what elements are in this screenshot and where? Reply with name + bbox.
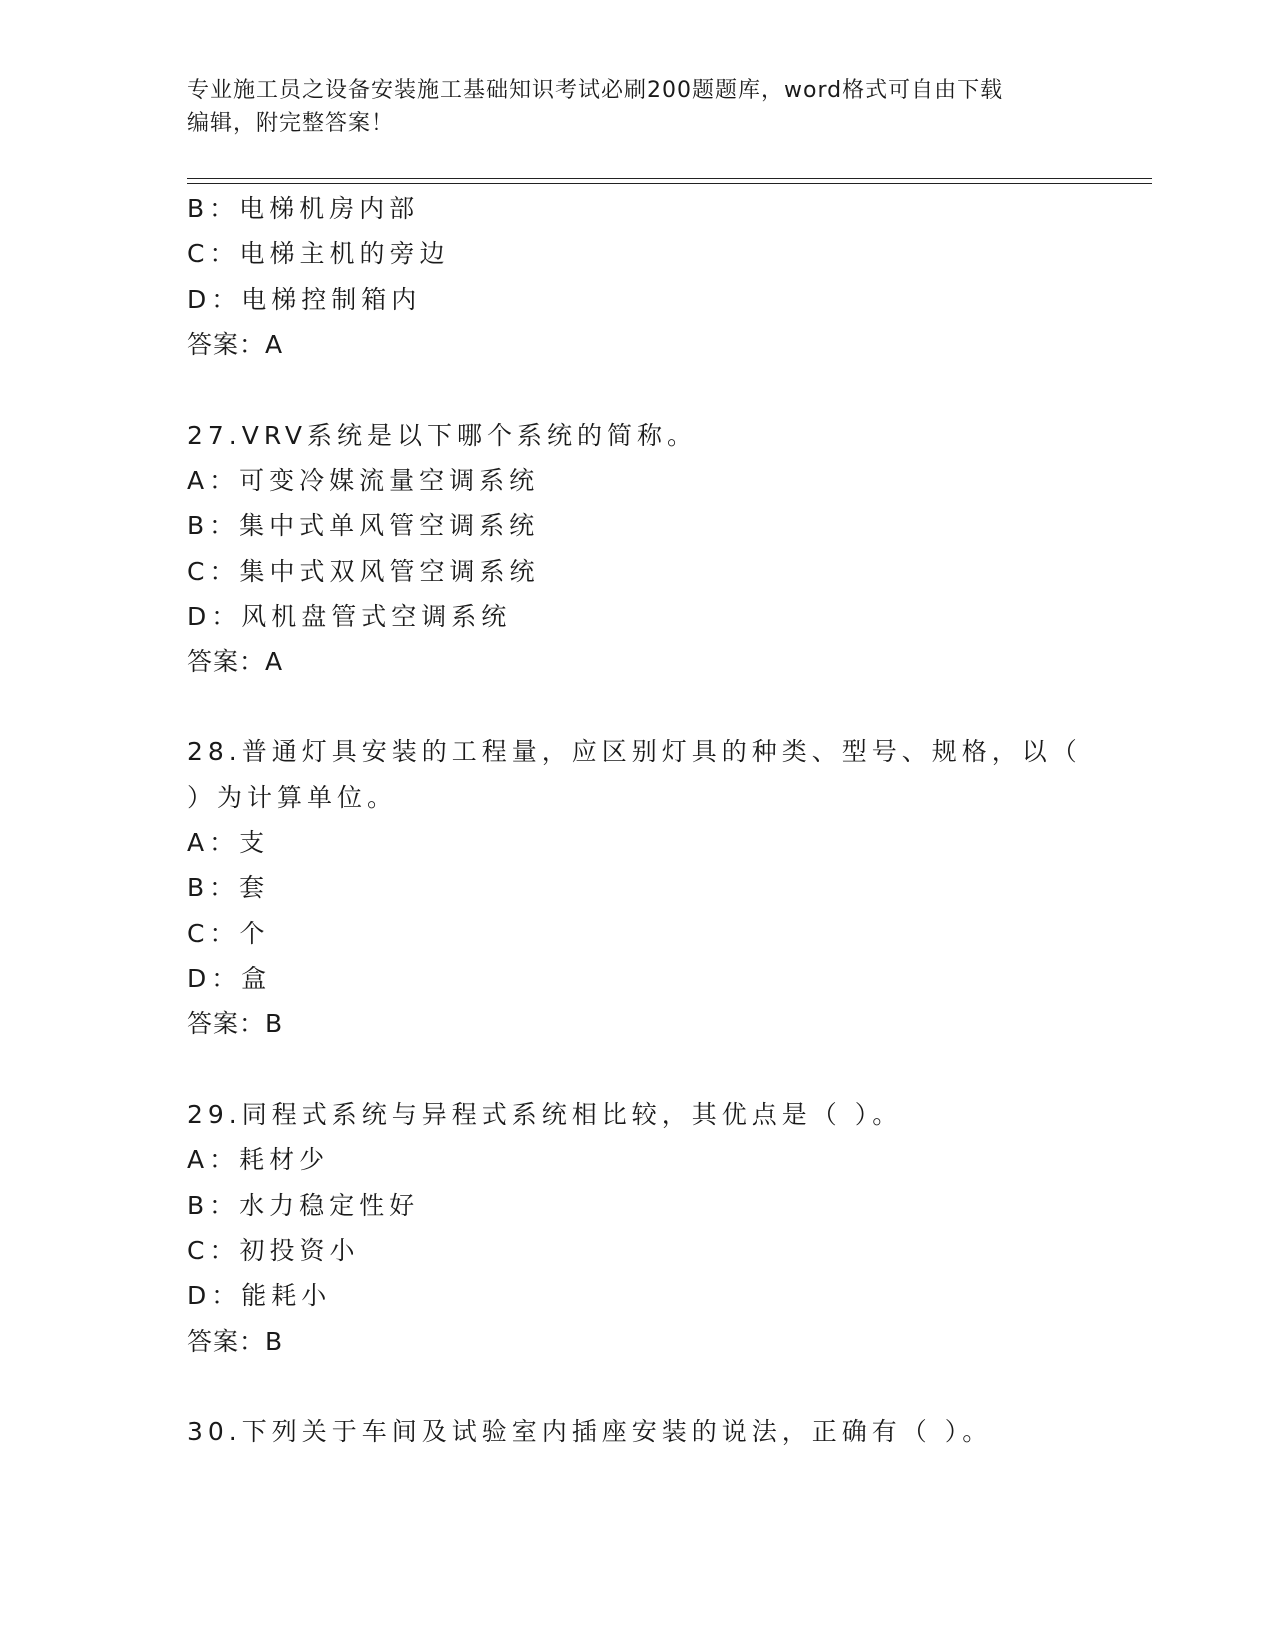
option-c: C：初投资小 (187, 1236, 360, 1265)
question-stem-line-1: 28.普通灯具安装的工程量，应区别灯具的种类、型号、规格，以（ (187, 737, 1082, 766)
option-b: B：电梯机房内部 (187, 194, 420, 223)
option-d: D：风机盘管式空调系统 (187, 602, 512, 631)
document-header (187, 74, 1087, 140)
question-stem-line-2: ）为计算单位。 (187, 783, 398, 812)
question-stem: 29.同程式系统与异程式系统相比较，其优点是（ ）。 (187, 1100, 903, 1129)
option-d: D：能耗小 (187, 1281, 332, 1310)
header-line-1: 专业施工员之设备安装施工基础知识考试必刷200题题库，word格式可自由下载 (187, 78, 1004, 103)
option-b: B：套 (187, 873, 270, 902)
option-d: D：盒 (187, 964, 272, 993)
option-c: C：个 (187, 919, 270, 948)
option-d: D：电梯控制箱内 (187, 285, 422, 314)
answer-line: 答案：A (187, 647, 284, 676)
option-b: B：集中式单风管空调系统 (187, 511, 540, 540)
option-b: B：水力稳定性好 (187, 1191, 420, 1220)
option-a: A：支 (187, 828, 270, 857)
header-divider-top (187, 178, 1152, 179)
answer-line: 答案：B (187, 1327, 284, 1356)
option-c: C：电梯主机的旁边 (187, 239, 450, 268)
question-stem: 27.VRV系统是以下哪个系统的简称。 (187, 421, 697, 450)
question-stem: 30.下列关于车间及试验室内插座安装的说法，正确有（ ）。 (187, 1417, 993, 1446)
option-c: C：集中式双风管空调系统 (187, 557, 540, 586)
option-a: A：可变冷媒流量空调系统 (187, 466, 540, 495)
header-line-2: 编辑，附完整答案！ (187, 111, 395, 136)
answer-line: 答案：A (187, 330, 284, 359)
answer-line: 答案：B (187, 1009, 284, 1038)
option-a: A：耗材少 (187, 1145, 330, 1174)
header-divider-bottom (187, 183, 1152, 184)
